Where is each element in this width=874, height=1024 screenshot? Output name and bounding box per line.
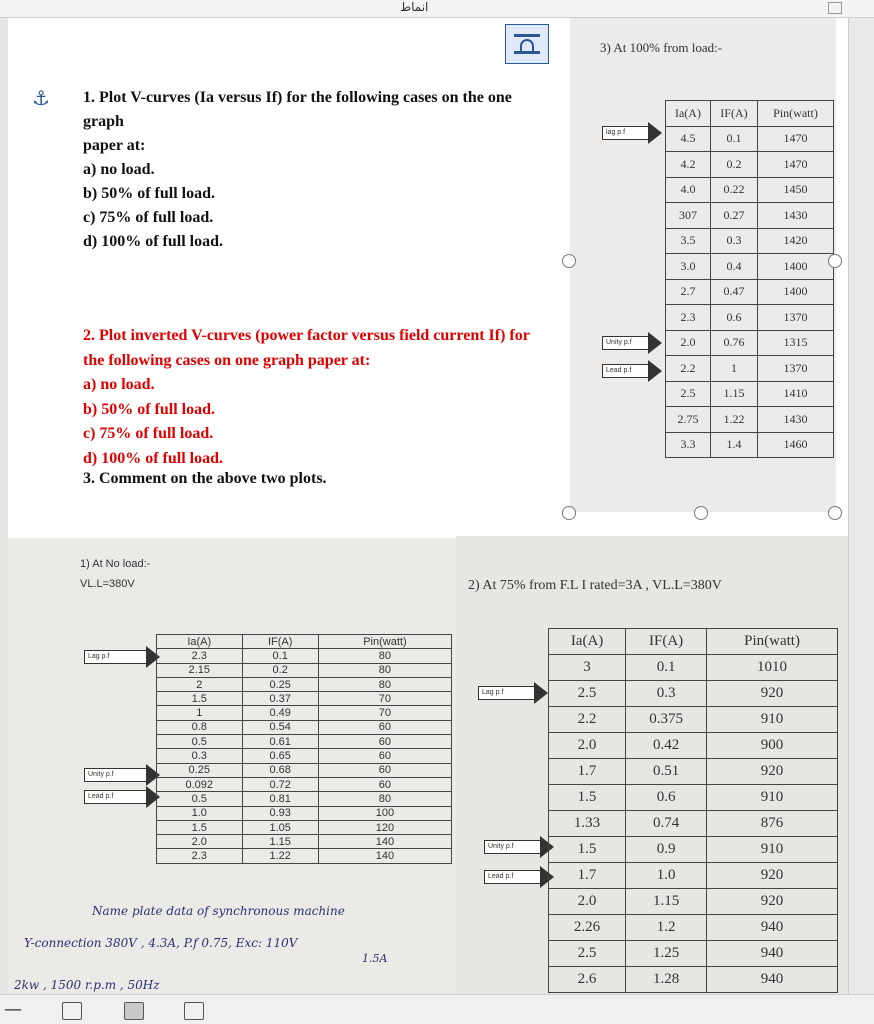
table-cell: 2.3 <box>157 849 243 863</box>
table-cell: 1.5 <box>157 820 243 834</box>
table-cell: 1.2 <box>626 915 707 941</box>
table-row <box>549 811 838 837</box>
table-cell: 2.3 <box>666 305 711 331</box>
table-cell: 0.3 <box>710 228 757 254</box>
photo-noload-title: 1) At No load:- <box>80 558 151 570</box>
table-row <box>549 759 838 785</box>
table-cell: 2.0 <box>157 835 243 849</box>
table-cell: 1370 <box>758 305 834 331</box>
table-cell: 0.74 <box>626 811 707 837</box>
table-cell: 0.76 <box>710 330 757 356</box>
table-cell: 1.15 <box>626 889 707 915</box>
table-cell: 1400 <box>758 254 834 280</box>
question-2-line: c) 75% of full load. <box>83 425 214 442</box>
table-cell: 140 <box>318 849 451 863</box>
question-1-line: a) no load. <box>83 161 155 178</box>
column-header: IF(A) <box>242 635 318 649</box>
table-75-load <box>548 628 838 993</box>
table-cell: 60 <box>318 749 451 763</box>
table-cell: 2 <box>157 677 243 691</box>
table-cell: 0.1 <box>242 649 318 663</box>
table-cell: 0.65 <box>242 749 318 763</box>
table-cell: 2.0 <box>666 330 711 356</box>
table-row <box>157 749 452 763</box>
column-header: IF(A) <box>626 629 707 655</box>
table-cell: 1.15 <box>242 835 318 849</box>
table-cell: 900 <box>707 733 838 759</box>
table-cell: 0.1 <box>626 655 707 681</box>
table-row <box>157 649 452 663</box>
table-cell: 1.33 <box>549 811 626 837</box>
table-cell: 1315 <box>758 330 834 356</box>
table-cell: 0.092 <box>157 777 243 791</box>
question-1-line: c) 75% of full load. <box>83 209 214 226</box>
table-cell: 0.81 <box>242 792 318 806</box>
table-cell: 1.0 <box>626 863 707 889</box>
table-row <box>157 706 452 720</box>
column-header: Pin(watt) <box>318 635 451 649</box>
table-row <box>666 126 834 152</box>
table-cell: 2.5 <box>549 681 626 707</box>
table-cell: 0.25 <box>157 763 243 777</box>
photo-no-load[interactable] <box>8 538 460 994</box>
lag-pf-arrow: Lag p.f <box>84 646 160 668</box>
table-cell: 1.22 <box>242 849 318 863</box>
nameplate-line-4: 2kw , 1500 r.p.m , 50Hz <box>14 978 160 992</box>
question-2-line: the following cases on one graph paper at: <box>83 351 371 369</box>
vertical-scrollbar[interactable] <box>848 18 874 994</box>
table-cell: 940 <box>707 915 838 941</box>
table-cell: 2.26 <box>549 915 626 941</box>
table-cell: 0.5 <box>157 792 243 806</box>
unity-pf-arrow: Unity p.f <box>484 836 554 858</box>
table-cell: 0.37 <box>242 692 318 706</box>
table-cell: 60 <box>318 720 451 734</box>
table-cell: 910 <box>707 707 838 733</box>
table-cell: 0.6 <box>626 785 707 811</box>
table-cell: 0.61 <box>242 735 318 749</box>
table-cell: 0.5 <box>157 735 243 749</box>
table-cell: 0.6 <box>710 305 757 331</box>
question-2-line: b) 50% of full load. <box>83 400 216 418</box>
question-1-line: 1. Plot V-curves (Ia versus If) for the following cases on the one <box>83 89 512 106</box>
question-1-line: b) 50% of full load. <box>83 185 216 202</box>
table-cell: 0.93 <box>242 806 318 820</box>
document-page <box>8 18 848 994</box>
table-cell: 1.7 <box>549 863 626 889</box>
table-cell: 1.5 <box>549 785 626 811</box>
table-cell: 1.0 <box>157 806 243 820</box>
table-row <box>157 806 452 820</box>
table-row <box>666 177 834 203</box>
table-row <box>666 279 834 305</box>
table-cell: 1430 <box>758 407 834 433</box>
table-cell: 1.22 <box>710 407 757 433</box>
column-header: Pin(watt) <box>707 629 838 655</box>
table-cell: 0.3 <box>626 681 707 707</box>
table-cell: 80 <box>318 792 451 806</box>
table-row <box>157 763 452 777</box>
table-cell: 3.3 <box>666 432 711 458</box>
table-cell: 120 <box>318 820 451 834</box>
table-cell: 1460 <box>758 432 834 458</box>
web-layout-icon[interactable] <box>184 1002 204 1020</box>
table-cell: 4.0 <box>666 177 711 203</box>
table-cell: 100 <box>318 806 451 820</box>
question-1-line: graph <box>83 113 124 130</box>
photo-noload-voltage: VL.L=380V <box>80 578 135 590</box>
table-cell: 1.4 <box>710 432 757 458</box>
table-cell: 0.42 <box>626 733 707 759</box>
table-cell: 1450 <box>758 177 834 203</box>
textbox-layout-icon[interactable] <box>505 24 549 64</box>
table-row <box>549 785 838 811</box>
table-cell: 80 <box>318 649 451 663</box>
table-cell: 0.47 <box>710 279 757 305</box>
table-cell: 0.1 <box>710 126 757 152</box>
photo-75-load[interactable] <box>456 536 848 994</box>
table-row <box>549 707 838 733</box>
table-row <box>157 835 452 849</box>
table-cell: 2.6 <box>549 967 626 993</box>
lead-pf-arrow: Lead p.f <box>484 866 554 888</box>
table-cell: 140 <box>318 835 451 849</box>
table-cell: 3.5 <box>666 228 711 254</box>
table-cell: 1.15 <box>710 381 757 407</box>
table-cell: 2.2 <box>549 707 626 733</box>
table-row <box>157 735 452 749</box>
table-cell: 0.375 <box>626 707 707 733</box>
read-mode-icon[interactable] <box>62 1002 82 1020</box>
table-row <box>157 792 452 806</box>
photo-75-title: 2) At 75% from F.L I rated=3A , VL.L=380V <box>468 578 722 593</box>
table-cell: 1 <box>157 706 243 720</box>
table-cell: 0.49 <box>242 706 318 720</box>
table-cell: 910 <box>707 785 838 811</box>
table-row <box>666 330 834 356</box>
table-row <box>549 733 838 759</box>
table-row <box>157 692 452 706</box>
table-cell: 920 <box>707 863 838 889</box>
title-bar <box>0 0 874 18</box>
lead-pf-arrow: Lead p.f <box>602 360 662 382</box>
nameplate-line-2: Y-connection 380V , 4.3A, P.f 0.75, Exc: 110V <box>24 936 298 950</box>
table-cell: 4.2 <box>666 152 711 178</box>
table-row <box>666 432 834 458</box>
resize-handle-bottom-left[interactable] <box>562 506 576 520</box>
table-cell: 0.25 <box>242 677 318 691</box>
table-cell: 1400 <box>758 279 834 305</box>
table-cell: 2.0 <box>549 889 626 915</box>
table-cell: 1420 <box>758 228 834 254</box>
table-cell: 940 <box>707 967 838 993</box>
table-100-load <box>665 100 834 458</box>
window-title: انماط <box>400 0 429 14</box>
table-cell: 4.5 <box>666 126 711 152</box>
table-cell: 1410 <box>758 381 834 407</box>
zoom-out-icon[interactable]: — <box>4 999 22 1020</box>
table-cell: 0.51 <box>626 759 707 785</box>
photo-100-load[interactable] <box>570 18 836 512</box>
table-cell: 0.22 <box>710 177 757 203</box>
nameplate-line-1: Name plate data of synchronous machine <box>92 904 345 918</box>
table-cell: 80 <box>318 663 451 677</box>
table-cell: 60 <box>318 735 451 749</box>
table-cell: 2.3 <box>157 649 243 663</box>
table-row <box>666 228 834 254</box>
table-cell: 0.8 <box>157 720 243 734</box>
table-row <box>157 663 452 677</box>
column-header: Ia(A) <box>157 635 243 649</box>
table-cell: 0.54 <box>242 720 318 734</box>
question-2 <box>83 324 563 471</box>
unity-pf-arrow: Unity p.f <box>602 332 662 354</box>
nameplate-line-3: 1.5A <box>362 952 388 965</box>
table-cell: 2.75 <box>666 407 711 433</box>
table-row <box>666 356 834 382</box>
table-row <box>549 655 838 681</box>
table-cell: 1.28 <box>626 967 707 993</box>
table-cell: 2.5 <box>666 381 711 407</box>
table-cell: 920 <box>707 889 838 915</box>
table-cell: 1010 <box>707 655 838 681</box>
table-row <box>549 941 838 967</box>
lead-pf-arrow: Lead p.f <box>84 786 160 808</box>
table-cell: 3.0 <box>666 254 711 280</box>
column-header: IF(A) <box>710 101 757 127</box>
unity-pf-arrow: Unity p.f <box>84 764 160 786</box>
table-row <box>666 381 834 407</box>
resize-handle-right[interactable] <box>828 254 842 268</box>
table-row <box>549 837 838 863</box>
table-row <box>666 305 834 331</box>
table-no-load <box>156 634 452 864</box>
column-header: Ia(A) <box>666 101 711 127</box>
question-2-line: d) 100% of full load. <box>83 449 224 467</box>
table-cell: 80 <box>318 677 451 691</box>
question-2-line: 2. Plot inverted V-curves (power factor versus field current If) for <box>83 327 530 344</box>
table-row <box>157 849 452 863</box>
table-cell: 920 <box>707 681 838 707</box>
restore-icon[interactable] <box>828 2 842 14</box>
table-cell: 920 <box>707 759 838 785</box>
table-cell: 1470 <box>758 126 834 152</box>
table-cell: 3 <box>549 655 626 681</box>
table-cell: 1 <box>710 356 757 382</box>
table-cell: 0.9 <box>626 837 707 863</box>
table-cell: 0.27 <box>710 203 757 229</box>
anchor-icon[interactable]: ⚓ <box>32 86 50 110</box>
table-cell: 60 <box>318 763 451 777</box>
resize-handle-left[interactable] <box>562 254 576 268</box>
question-1-line: paper at: <box>83 137 146 154</box>
question-3: 3. Comment on the above two plots. <box>83 470 327 487</box>
table-cell: 70 <box>318 706 451 720</box>
column-header: Pin(watt) <box>758 101 834 127</box>
table-cell: 1370 <box>758 356 834 382</box>
lag-pf-arrow: Lag p.f <box>478 682 548 704</box>
table-row <box>549 967 838 993</box>
table-row <box>157 677 452 691</box>
lag-pf-arrow: lag p.f <box>602 122 662 144</box>
table-cell: 1.7 <box>549 759 626 785</box>
table-row <box>157 720 452 734</box>
table-cell: 0.4 <box>710 254 757 280</box>
table-cell: 2.0 <box>549 733 626 759</box>
table-cell: 60 <box>318 777 451 791</box>
table-row <box>666 203 834 229</box>
table-row <box>666 152 834 178</box>
table-cell: 0.3 <box>157 749 243 763</box>
table-row <box>549 889 838 915</box>
table-cell: 876 <box>707 811 838 837</box>
table-row <box>666 407 834 433</box>
table-cell: 1.5 <box>549 837 626 863</box>
resize-handle-bottom[interactable] <box>694 506 708 520</box>
table-row <box>157 777 452 791</box>
table-cell: 2.15 <box>157 663 243 677</box>
table-cell: 1.25 <box>626 941 707 967</box>
table-cell: 910 <box>707 837 838 863</box>
status-bar <box>0 994 874 1024</box>
column-header: Ia(A) <box>549 629 626 655</box>
table-cell: 70 <box>318 692 451 706</box>
table-row <box>157 820 452 834</box>
table-cell: 1470 <box>758 152 834 178</box>
photo-100-title: 3) At 100% from load:- <box>600 40 723 55</box>
table-cell: 940 <box>707 941 838 967</box>
resize-handle-bottom-right[interactable] <box>828 506 842 520</box>
question-1 <box>83 86 563 254</box>
print-layout-icon[interactable] <box>124 1002 144 1020</box>
table-row <box>549 681 838 707</box>
table-cell: 0.72 <box>242 777 318 791</box>
table-cell: 1.5 <box>157 692 243 706</box>
table-cell: 0.2 <box>710 152 757 178</box>
question-2-line: a) no load. <box>83 376 155 393</box>
table-cell: 2.2 <box>666 356 711 382</box>
table-cell: 307 <box>666 203 711 229</box>
table-cell: 1430 <box>758 203 834 229</box>
table-cell: 2.5 <box>549 941 626 967</box>
table-cell: 1.05 <box>242 820 318 834</box>
table-cell: 0.2 <box>242 663 318 677</box>
table-row <box>549 915 838 941</box>
question-1-line: d) 100% of full load. <box>83 233 224 250</box>
table-cell: 2.7 <box>666 279 711 305</box>
table-cell: 0.68 <box>242 763 318 777</box>
table-row <box>549 863 838 889</box>
table-row <box>666 254 834 280</box>
